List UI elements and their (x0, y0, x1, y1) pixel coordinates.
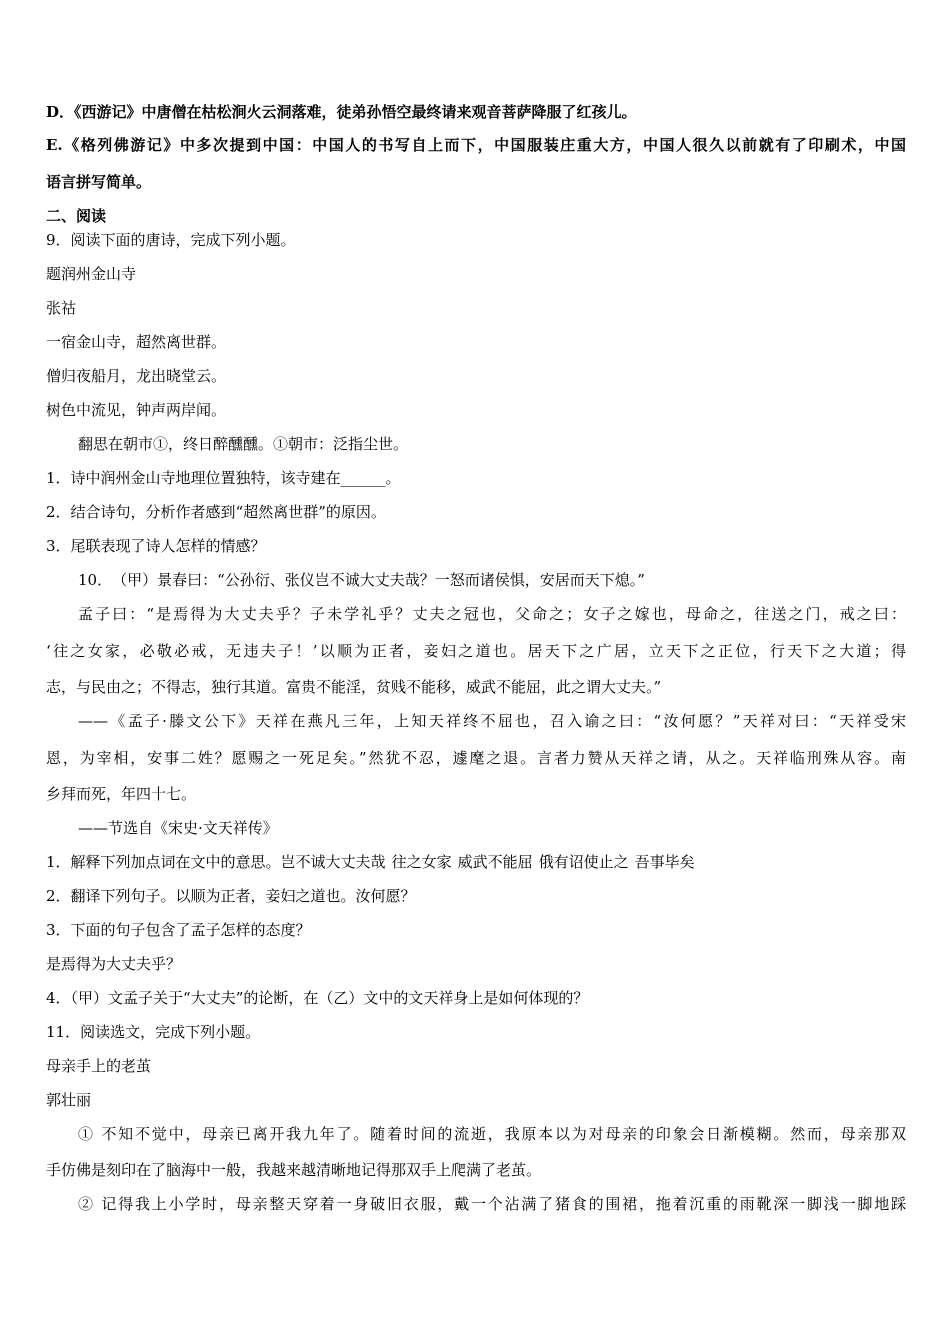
q10-text-yi: 乡拜而死，年四十七。 (46, 785, 197, 803)
q10-question-1 (46, 851, 906, 873)
section-title: 二、阅读 (46, 207, 107, 225)
q9-intro: 9．阅读下面的唐诗，完成下列小题。 (46, 231, 296, 249)
essay-author: 郭壮丽 (46, 1091, 92, 1109)
option-e-line-1: E.《格列佛游记》中多次提到中国：中国人的书写自上而下，中国服装庄重大方，中国人很久以前就有了印刷术，中国 (46, 136, 906, 154)
essay-title: 母亲手上的老茧 (46, 1057, 152, 1075)
essay-paragraph-2: ② 记得我上小学时，母亲整天穿着一身破旧衣服，戴一个沾满了猪食的围裙，拖着沉重的雨靴深一脚浅一脚地踩 (78, 1195, 906, 1213)
q10-text-jia: ‘往之女家，必敬必戒，无违夫子！’以顺为正者，妾妇之道也。居天下之广居，立天下之正位，行天下之大道；得 (46, 642, 906, 660)
q9-question: 3．尾联表现了诗人怎样的情感？ (46, 537, 266, 555)
q10-question-2: 2．翻译下列句子。以顺为正者，妾妇之道也。汝何愿？ (46, 887, 416, 905)
option-e-line-2: 语言拼写简单。 (46, 173, 152, 191)
q9-question: 2．结合诗句，分析作者感到“超然离世群”的原因。 (46, 503, 386, 521)
q10-text-jia: 志，与民由之；不得志，独行其道。富贵不能淫，贫贱不能移，威武不能屈，此之谓大丈夫。” (46, 678, 662, 696)
q10-q1-label: 1．解释下列加点词在文中的意思。 (46, 853, 281, 871)
q10-question-3: 3．下面的句子包含了孟子怎样的态度？ (46, 921, 311, 939)
q10-q1-item: 往之女家 (391, 853, 452, 871)
q11-intro: 11．阅读选文，完成下列小题。 (46, 1023, 261, 1041)
poem-line: 一宿金山寺，超然离世群。 (46, 333, 227, 351)
q10-q1-item: 吾事毕矣 (634, 853, 695, 871)
poem-author: 张祜 (46, 299, 77, 317)
q10-q1-item: 俄有诏使止之 (538, 853, 629, 871)
q10-text-yi: 恩，为宰相，安事二姓？愿赐之一死足矣。”然犹不忍，遽麾之退。言者力赞从天祥之请，从之。天祥临刑殊从容。南 (46, 749, 906, 767)
q10-text-jia: 10． （甲）景春曰：“公孙衍、张仪岂不诚大丈夫哉？一怒而诸侯惧，安居而天下熄。” (78, 571, 645, 589)
poem-line: 僧归夜船月，龙出晓堂云。 (46, 367, 227, 385)
q9-question: 1．诗中润州金山寺地理位置独特，该寺建在______。 (46, 469, 401, 487)
q10-q1-item: 岂不诚大丈夫哉 (280, 853, 386, 871)
option-d: D．《西游记》中唐僧在枯松涧火云洞落难，徒弟孙悟空最终请来观音菩萨降服了红孩儿。 (46, 103, 637, 121)
essay-paragraph-1: 手仿佛是刻印在了脑海中一般，我越来越清晰地记得那双手上爬满了老茧。 (46, 1161, 542, 1179)
poem-line: 树色中流见，钟声两岸闻。 (46, 401, 227, 419)
poem-title: 题润州金山寺 (46, 265, 137, 283)
q10-q1-item: 威武不能屈 (457, 853, 533, 871)
q10-question-3-sentence: 是焉得为大丈夫乎？ (46, 955, 182, 973)
q10-question-4: 4．（甲）文孟子关于“大丈夫”的论断，在（乙）文中的文天祥身上是如何体现的？ (46, 989, 589, 1007)
q10-text-yi: ——《孟子·滕文公下》天祥在燕凡三年，上知天祥终不屈也，召入谕之曰：“汝何愿？”天祥对曰：“天祥受宋 (78, 712, 906, 730)
q10-source: ——节选自《宋史·文天祥传》 (78, 819, 278, 837)
poem-line-with-note: 翻思在朝市①，终日醉醺醺。①朝市：泛指尘世。 (78, 435, 409, 453)
essay-paragraph-1: ① 不知不觉中，母亲已离开我九年了。随着时间的流逝，我原本以为对母亲的印象会日渐模糊。然而，母亲那双 (78, 1125, 906, 1143)
q10-text-jia: 孟子曰：“是焉得为大丈夫乎？子未学礼乎？丈夫之冠也，父命之；女子之嫁也，母命之，往送之门，戒之曰： (78, 605, 906, 623)
